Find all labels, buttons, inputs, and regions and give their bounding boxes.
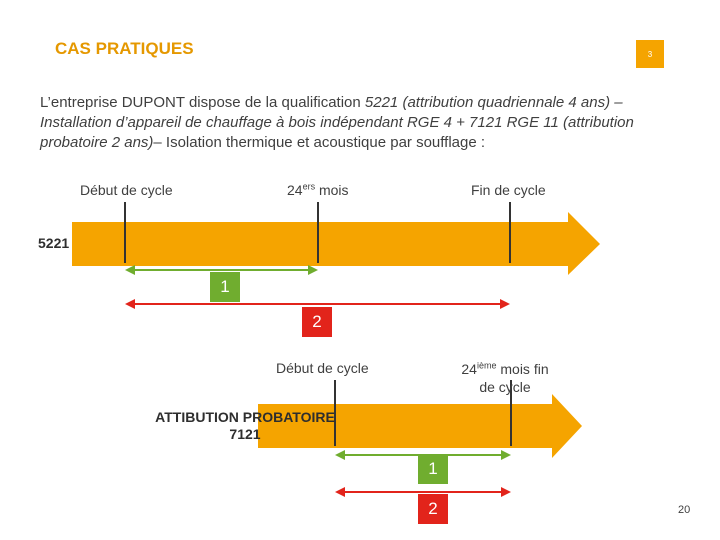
marker-green-1-b: 1 <box>418 454 448 484</box>
timeline-1-end-label: Fin de cycle <box>471 182 546 198</box>
timeline-1-mid-label-sup: ers <box>302 181 316 192</box>
timeline-2-label <box>150 409 340 443</box>
intro-text: L’entreprise DUPONT dispose de la qualification <box>40 94 365 111</box>
timeline-2-end-label-sup: ième <box>476 360 497 371</box>
marker-green-1: 1 <box>210 272 240 302</box>
page-title: CAS PRATIQUES <box>55 39 194 58</box>
timeline-2-end-label-num: 24 <box>461 361 477 377</box>
timeline-1-mid-label-rest: mois <box>315 182 349 198</box>
intro-text-end: – Isolation thermique et acoustique par soufflage : <box>153 134 486 151</box>
timeline-1-mid-label <box>287 182 349 198</box>
page-number: 20 <box>678 504 691 516</box>
marker-red-2-b: 2 <box>418 494 448 524</box>
timeline-2-end-label-rest: mois fin <box>496 361 549 377</box>
timeline-2-label-line1: ATTIBUTION PROBATOIRE <box>155 409 335 425</box>
timeline-1-mid-label-num: 24 <box>287 182 303 198</box>
intro-italic-text: 5221 (attribution quadriennale 4 ans) – Installation d’appareil de chauffage à bois indépendant RGE 4 + 7121 RGE 11 (attribution probatoire 2 ans) <box>40 94 634 151</box>
timeline-1-label: 5221 <box>38 235 70 251</box>
marker-red-2: 2 <box>302 307 332 337</box>
timeline-1-start-label: Début de cycle <box>80 182 173 198</box>
timeline-2-end-label <box>450 360 560 396</box>
timeline-2-start-label: Début de cycle <box>276 360 369 376</box>
slide-badge: 3 <box>636 40 664 68</box>
timeline-2-label-line2: 7121 <box>229 426 261 442</box>
timeline-1-arrow <box>72 212 600 275</box>
timeline-2-end-label-line2: de cycle <box>479 379 531 395</box>
